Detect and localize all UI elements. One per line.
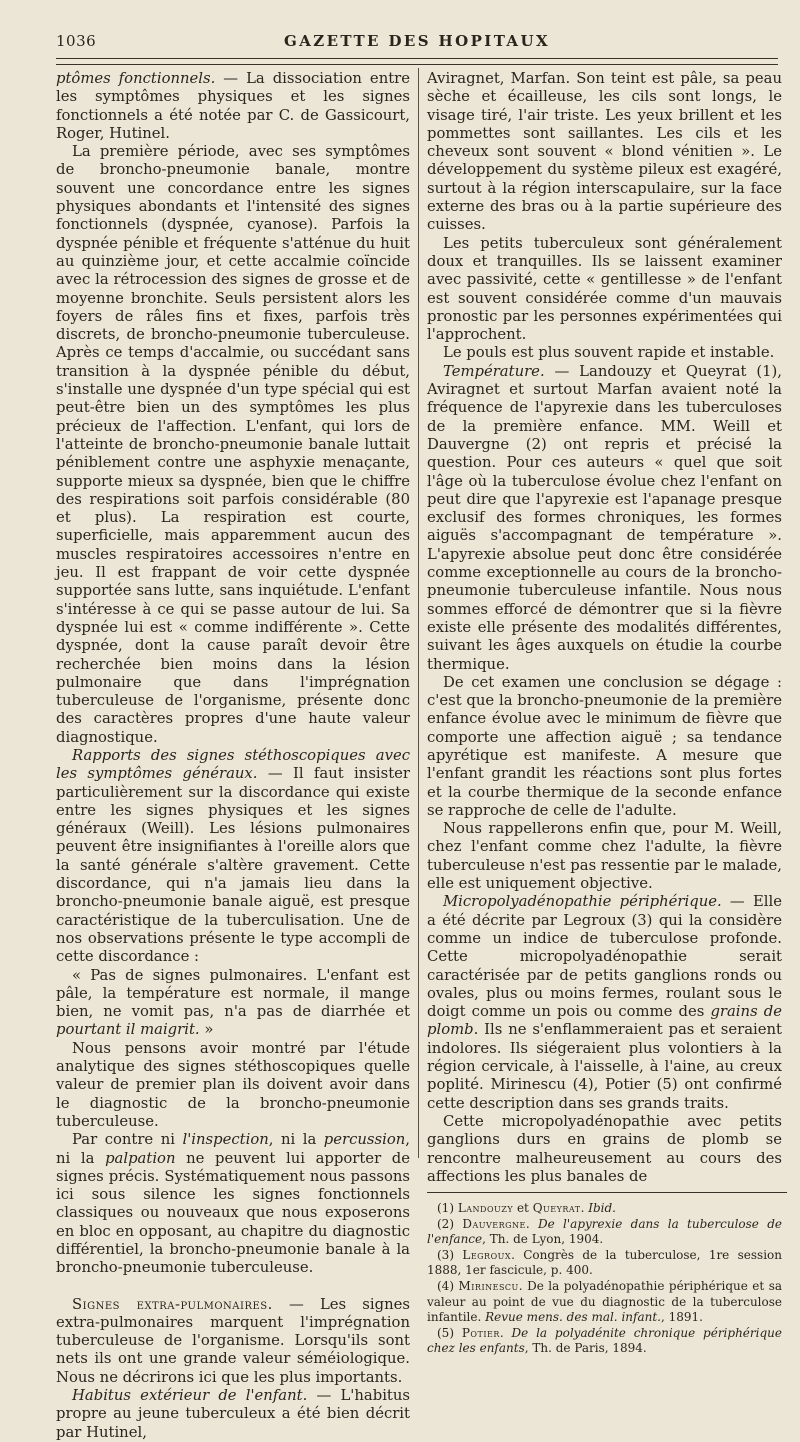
text: , ni la: [268, 1131, 324, 1149]
italic-text: palpation: [105, 1149, 176, 1167]
paragraph: Nous pensons avoir montré par l'étude analytique des signes stéthoscopiques quelle valeur de premier plan ils doivent avoir dans le diagnostic de la broncho-pneumonie tuberculeuse.: [56, 1039, 410, 1130]
text: , Th. de Lyon, 1904.: [482, 1232, 604, 1247]
paragraph: [56, 1296, 410, 1387]
text: . Ils ne s'enflammeraient pas et seraient indolores. Ils siégeraient plus volontiers à la région cervicale, à l'aisselle, à l'aine, au creux poplité. Mirinescu (4), Potier (5) ont confirmé cette description dans ses grands traits.: [427, 1021, 782, 1112]
paragraph: [56, 1387, 410, 1442]
text: — Elle a été décrite par Legroux (3) qui la considère comme un indice de tuberculose profonde. Cette micropolyadénopathie serait caractérisée par de petits ganglions ronds ou ovales, plus ou moins fermes, roulant sous le doigt comme un pois ou comme des: [427, 893, 782, 1021]
author: Mirinescu: [458, 1279, 519, 1294]
text: — Les signes extra-pulmonaires marquent l'imprégnation tuberculeuse de l'organisme. Lorsqu'ils sont nets ils ont une grande valeur séméiologique. Nous ne décrirons ici que les plus importants.: [56, 1295, 410, 1386]
footnote-3: (3) Legroux. Congrès de la tuberculose, 1re session 1888, 1er fascicule, p. 400.: [427, 1247, 782, 1278]
column-divider: [418, 68, 419, 1158]
footnote-rule: [427, 1192, 787, 1193]
paragraph: Cette micropolyadénopathie avec petits ganglions durs en grains de plomb se rencontre malheureusement au cours des affections les plus banales de: [427, 1112, 782, 1185]
header-rule: [56, 58, 778, 65]
right-column: [427, 70, 782, 1357]
text: , ni la: [56, 1131, 410, 1167]
paragraph: Nous rappellerons enfin que, pour M. Weill, chez l'enfant comme chez l'adulte, la fièvre tuberculeuse n'est pas ressentie par le malade, elle est uniquement objective.: [427, 820, 782, 893]
text: — Il faut insister particulièrement sur la discordance qui existe entre les signes physiques et les signes généraux (Weill). Les lésions pulmonaires peuvent être insignifiantes à l'oreille alors que la santé générale s'altère gravement. Cette discordance, qui n'a jamais lieu dans la broncho-pneumonie banale aiguë, est presque caractéristique de la tuberculisation. Une de nos observations présente le type accompli de cette discordance :: [56, 765, 411, 966]
italic-heading: Température.: [443, 362, 545, 380]
paragraph: [56, 70, 410, 143]
paragraph: [427, 893, 782, 1113]
italic-heading: Habitus extérieur de l'enfant.: [72, 1387, 308, 1405]
italic-text: De la polyadénite chronique périphérique chez les enfants: [427, 1325, 782, 1356]
text: , Th. de Paris, 1894.: [524, 1341, 647, 1356]
paragraph: [56, 1131, 410, 1277]
text: et: [513, 1201, 533, 1216]
text: « Pas de signes pulmonaires. L'enfant est pâle, la température est normale, il mange bien, ne vomit pas, n'a pas de diarrhée et: [56, 966, 410, 1021]
text: , 1891.: [660, 1310, 703, 1325]
paragraph: [56, 967, 410, 1040]
text: »: [199, 1021, 214, 1039]
italic-text: l'inspection: [182, 1131, 269, 1149]
paragraph: [56, 747, 410, 967]
paragraph: Aviragnet, Marfan. Son teint est pâle, sa peau sèche et écailleuse, les cils sont longs, le visage tiré, l'air triste. Les yeux brillent et les pommettes sont saillantes. Les cils et les cheveux sont souvent « blond vénitien ». Le développement du système pileux est exagéré, surtout à la région interscapulaire, sur la face externe des bras ou à la partie supérieure des cuisses.: [427, 70, 782, 234]
author: Dauvergne: [462, 1216, 526, 1231]
text: Par contre ni: [72, 1131, 183, 1149]
footnotes: [427, 1201, 782, 1357]
paragraph: De cet examen une conclusion se dégage : c'est que la broncho-pneumonie de la première enfance évolue avec le minimum de fièvre que comporte une affection aiguë ; sa tendance apyrétique est manifeste. A mesure que l'enfant grandit les réactions sont plus fortes et la courbe thermique de la seconde enfance se rapproche de celle de l'adulte.: [427, 673, 782, 819]
italic-heading: ptômes fonctionnels.: [56, 70, 216, 87]
author: Potier: [461, 1325, 500, 1340]
text: — Landouzy et Queyrat (1), Aviragnet et surtout Marfan avaient noté la fréquence de l'apyrexie dans les tuberculoses de la première enfance. MM. Weill et Dauvergne (2) ont repris et précisé la question. Pour ces auteurs « quel que soit l'âge où la tuberculose évolue chez l'enfant on peut dire que l'apyrexie est l'apanage presque exclusif des formes chroniques, les formes aiguës s'accompagnant de température ». L'apyrexie absolue peut donc être considérée comme exceptionnelle au cours de la broncho-pneumonie tuberculeuse infantile. Nous nous sommes efforcé de démontrer que si la fièvre existe elle présente des modalités différentes, suivant les âges auxquels on étudie la courbe thermique.: [427, 362, 782, 673]
italic-text: pourtant il maigrit.: [56, 1021, 200, 1039]
author: Queyrat: [532, 1201, 581, 1216]
text: ne peuvent lui apporter de signes précis. Systématiquement nous passons ici sous silence les signes fonctionnels classiques ou nouveaux que nous exposerons en bloc en opposant, au chapitre du diagnostic différentiel, la broncho-pneumonie banale à la broncho-pneumonie tuberculeuse.: [56, 1149, 410, 1277]
paragraph: La première période, avec ses symptômes de broncho-pneumonie banale, montre souvent une concordance entre les signes physiques abondants et l'intensité des signes fonctionnels (dyspnée, cyanose). Parfois la dyspnée pénible et fréquente s'atténue du huit au quinzième jour, et cette accalmie coïncide avec la rétrocession des signes de grosse et de moyenne bronchite. Seuls persistent alors les foyers de râles fins et fixes, parfois très discrets, de broncho-pneumonie tuberculeuse. Après ce temps d'accalmie, ou succédant sans transition à la dyspnée pénible du début, s'installe une dyspnée d'un type spécial qui est peut-être bien un des symptômes les plus précieux de l'affection. L'enfant, qui lors de l'atteinte de broncho-pneumonie banale luttait péniblement contre une asphyxie menaçante, supporte mieux sa dyspnée, bien que le chiffre des respirations soit parfois considérable (80 et plus). La respiration est courte, superficielle, mais apparemment aucun des muscles respiratoires accessoires n'entre en jeu. Il est frappant de voir cette dyspnée supportée sans lutte, sans inquiétude. L'enfant s'intéresse à ce qui se passe autour de lui. Sa dyspnée lui est « comme indifférente ». Cette dyspnée, dont la cause paraît devoir être recherchée bien moins dans la lésion pulmonaire que dans l'imprégnation tuberculeuse de l'organisme, présente donc des caractères propres d'une haute valeur diagnostique.: [56, 143, 410, 746]
footnote-5: (5) Potier. De la polyadénite chronique périphérique chez les enfants, Th. de Paris, 1894.: [427, 1325, 782, 1356]
text: . Congrès de la tuberculose, 1re session 1888, 1er fascicule, p. 400.: [427, 1247, 782, 1278]
paragraph: Le pouls est plus souvent rapide et instable.: [443, 344, 775, 362]
text: . De la polyadénopathie périphérique et sa valeur au point de vue du diagnostic de la tuberculose infantile.: [427, 1279, 783, 1325]
text: — L'habitus propre au jeune tuberculeux a été bien décrit par Hutinel,: [56, 1387, 410, 1441]
italic-text: Revue mens. des mal. infant.: [485, 1310, 661, 1325]
italic-text: Ibid.: [588, 1201, 616, 1216]
left-column: [56, 70, 410, 1442]
paragraph: Les petits tuberculeux sont généralement doux et tranquilles. Ils se laissent examiner avec passivité, cette « gentillesse » de l'enfant est souvent considérée comme d'un mauvais pronostic par les personnes expérimentées qui l'approchent.: [427, 234, 782, 344]
author: Legroux: [462, 1247, 512, 1262]
italic-heading: Micropolyadénopathie périphérique.: [443, 893, 722, 911]
footnote-2: (2) Dauvergne. De l'apyrexie dans la tuberculose de l'enfance, Th. de Lyon, 1904.: [427, 1216, 782, 1247]
italic-text: grains de plomb: [427, 1003, 783, 1039]
footnote-1: (1) Landouzy et Queyrat. Ibid.: [437, 1201, 616, 1216]
italic-heading: Rapports des signes stéthoscopiques avec les symptômes généraux.: [56, 746, 410, 783]
small-caps-heading: Signes extra-pulmonaires.: [72, 1295, 273, 1313]
footnote-4: (4) Mirinescu. De la polyadénopathie périphérique et sa valeur au point de vue du diagnostic de la tuberculose infantile. Revue mens. des mal. infant., 1891.: [427, 1279, 783, 1325]
journal-title: GAZETTE DES HOPITAUX: [283, 32, 550, 50]
page-header: [56, 32, 778, 52]
text: — La dissociation entre les symptômes physiques et les signes fonctionnels a été notée par C. de Gassicourt, Roger, Hutinel.: [56, 70, 410, 142]
page-number: 1036: [56, 32, 97, 50]
paragraph: [427, 363, 782, 674]
italic-text: De l'apyrexie dans la tuberculose de l'enfance: [427, 1216, 782, 1247]
italic-text: percussion: [323, 1131, 406, 1149]
author: Landouzy: [457, 1201, 514, 1216]
